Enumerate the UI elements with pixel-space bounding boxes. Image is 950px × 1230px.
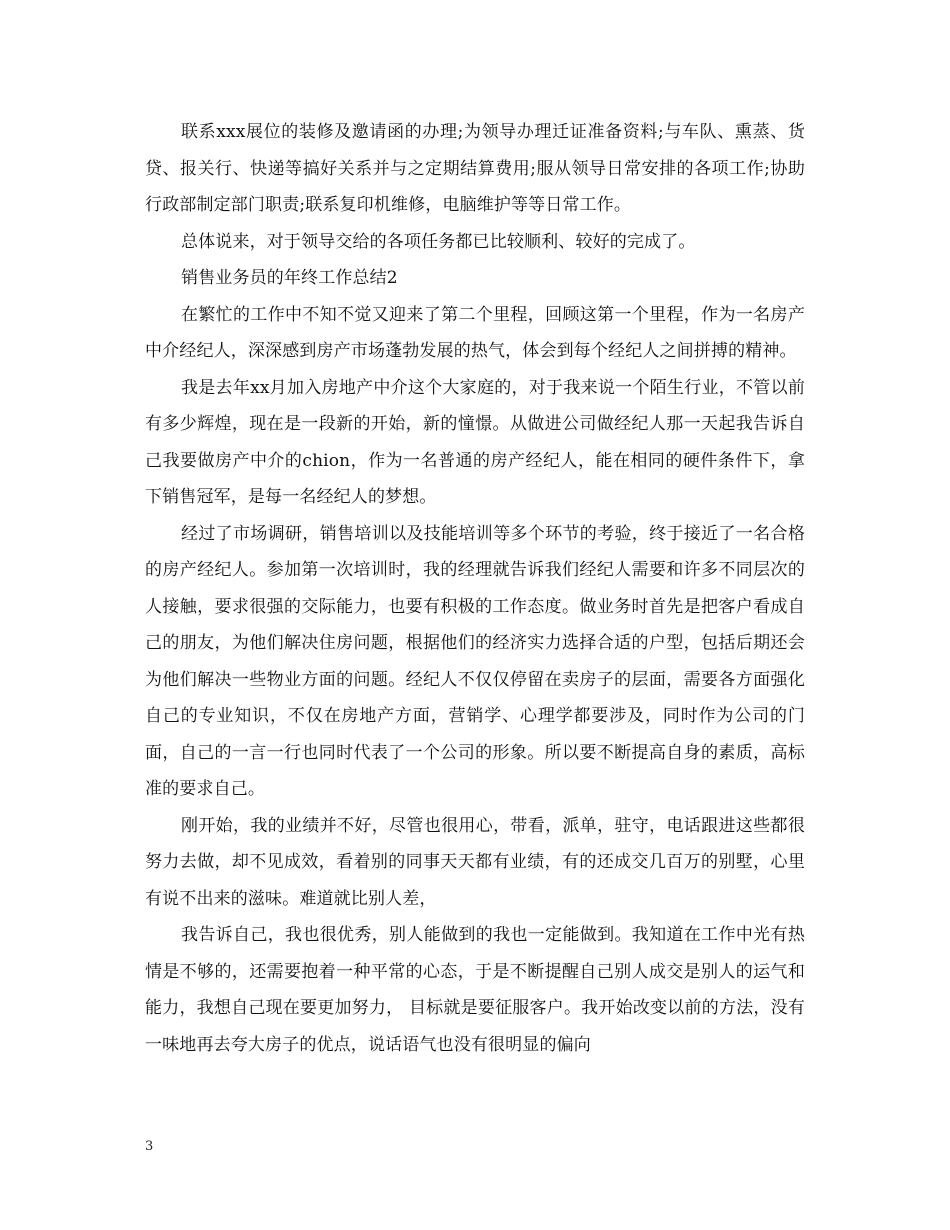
page-number: 3 — [145, 1139, 154, 1154]
paragraph: 总体说来，对于领导交给的各项任务都已比较顺利、较好的完成了。 — [181, 231, 696, 252]
paragraph: 在繁忙的工作中不知不觉又迎来了第二个里程，回顾这第一个里程，作为一名房产中介经纪人，深深感到房产市场蓬勃发展的热气，体会到每个经纪人之间拼搏的精神。 — [145, 304, 805, 361]
paragraph: 我告诉自己，我也很优秀，别人能做到的我也一定能做到。我知道在工作中光有热情是不够的，还需要抱着一种平常的心态，于是不断提醒自己别人成交是别人的运气和能力，我想自己现在要更加努力， 目标就是要征服客户。我开始改变以前的方法，没有一味地再去夸大房子的优点，说话语气也没有很明显的偏向 — [145, 925, 805, 1055]
paragraph: 刚开始，我的业绩并不好，尽管也很用心，带看，派单，驻守，电话跟进这些都很努力去做，却不见成效，看着别的同事天天都有业绩，有的还成交几百万的别墅，心里有说不出来的滋味。难道就比别人差， — [145, 815, 805, 909]
paragraph: 经过了市场调研，销售培训以及技能培训等多个环节的考验，终于接近了一名合格的房产经纪人。参加第一次培训时，我的经理就告诉我们经纪人需要和许多不同层次的人接触，要求很强的交际能力，也要有积极的工作态度。做业务时首先是把客户看成自己的朋友，为他们解决住房问题，根据他们的经济实力选择合适的户型，包括后期还会为他们解决一些物业方面的问题。经纪人不仅仅停留在卖房子的层面，需要各方面强化自己的专业知识，不仅在房地产方面，营销学、心理学都要涉及，同时作为公司的门面，自己的一言一行也同时代表了一个公司的形象。所以要不断提高自身的素质，高标准的要求自己。 — [145, 523, 805, 799]
paragraph: 联系xxx展位的装修及邀请函的办理;为领导办理迁证准备资料;与车队、熏蒸、货贷、报关行、快递等搞好关系并与之定期结算费用;服从领导日常安排的各项工作;协助行政部制定部门职责;联系复印机维修，电脑维护等等日常工作。 — [145, 122, 805, 215]
section-heading: 销售业务员的年终工作总结2 — [181, 268, 398, 288]
paragraph: 我是去年xx月加入房地产中介这个大家庭的，对于我来说一个陌生行业，不管以前有多少辉煌，现在是一段新的开始，新的憧憬。从做进公司做经纪人那一天起我告诉自己我要做房产中介的chion，作为一名普通的房产经纪人，能在相同的硬件条件下，拿下销售冠军，是每一名经纪人的梦想。 — [145, 377, 805, 507]
document-body — [145, 114, 805, 1063]
